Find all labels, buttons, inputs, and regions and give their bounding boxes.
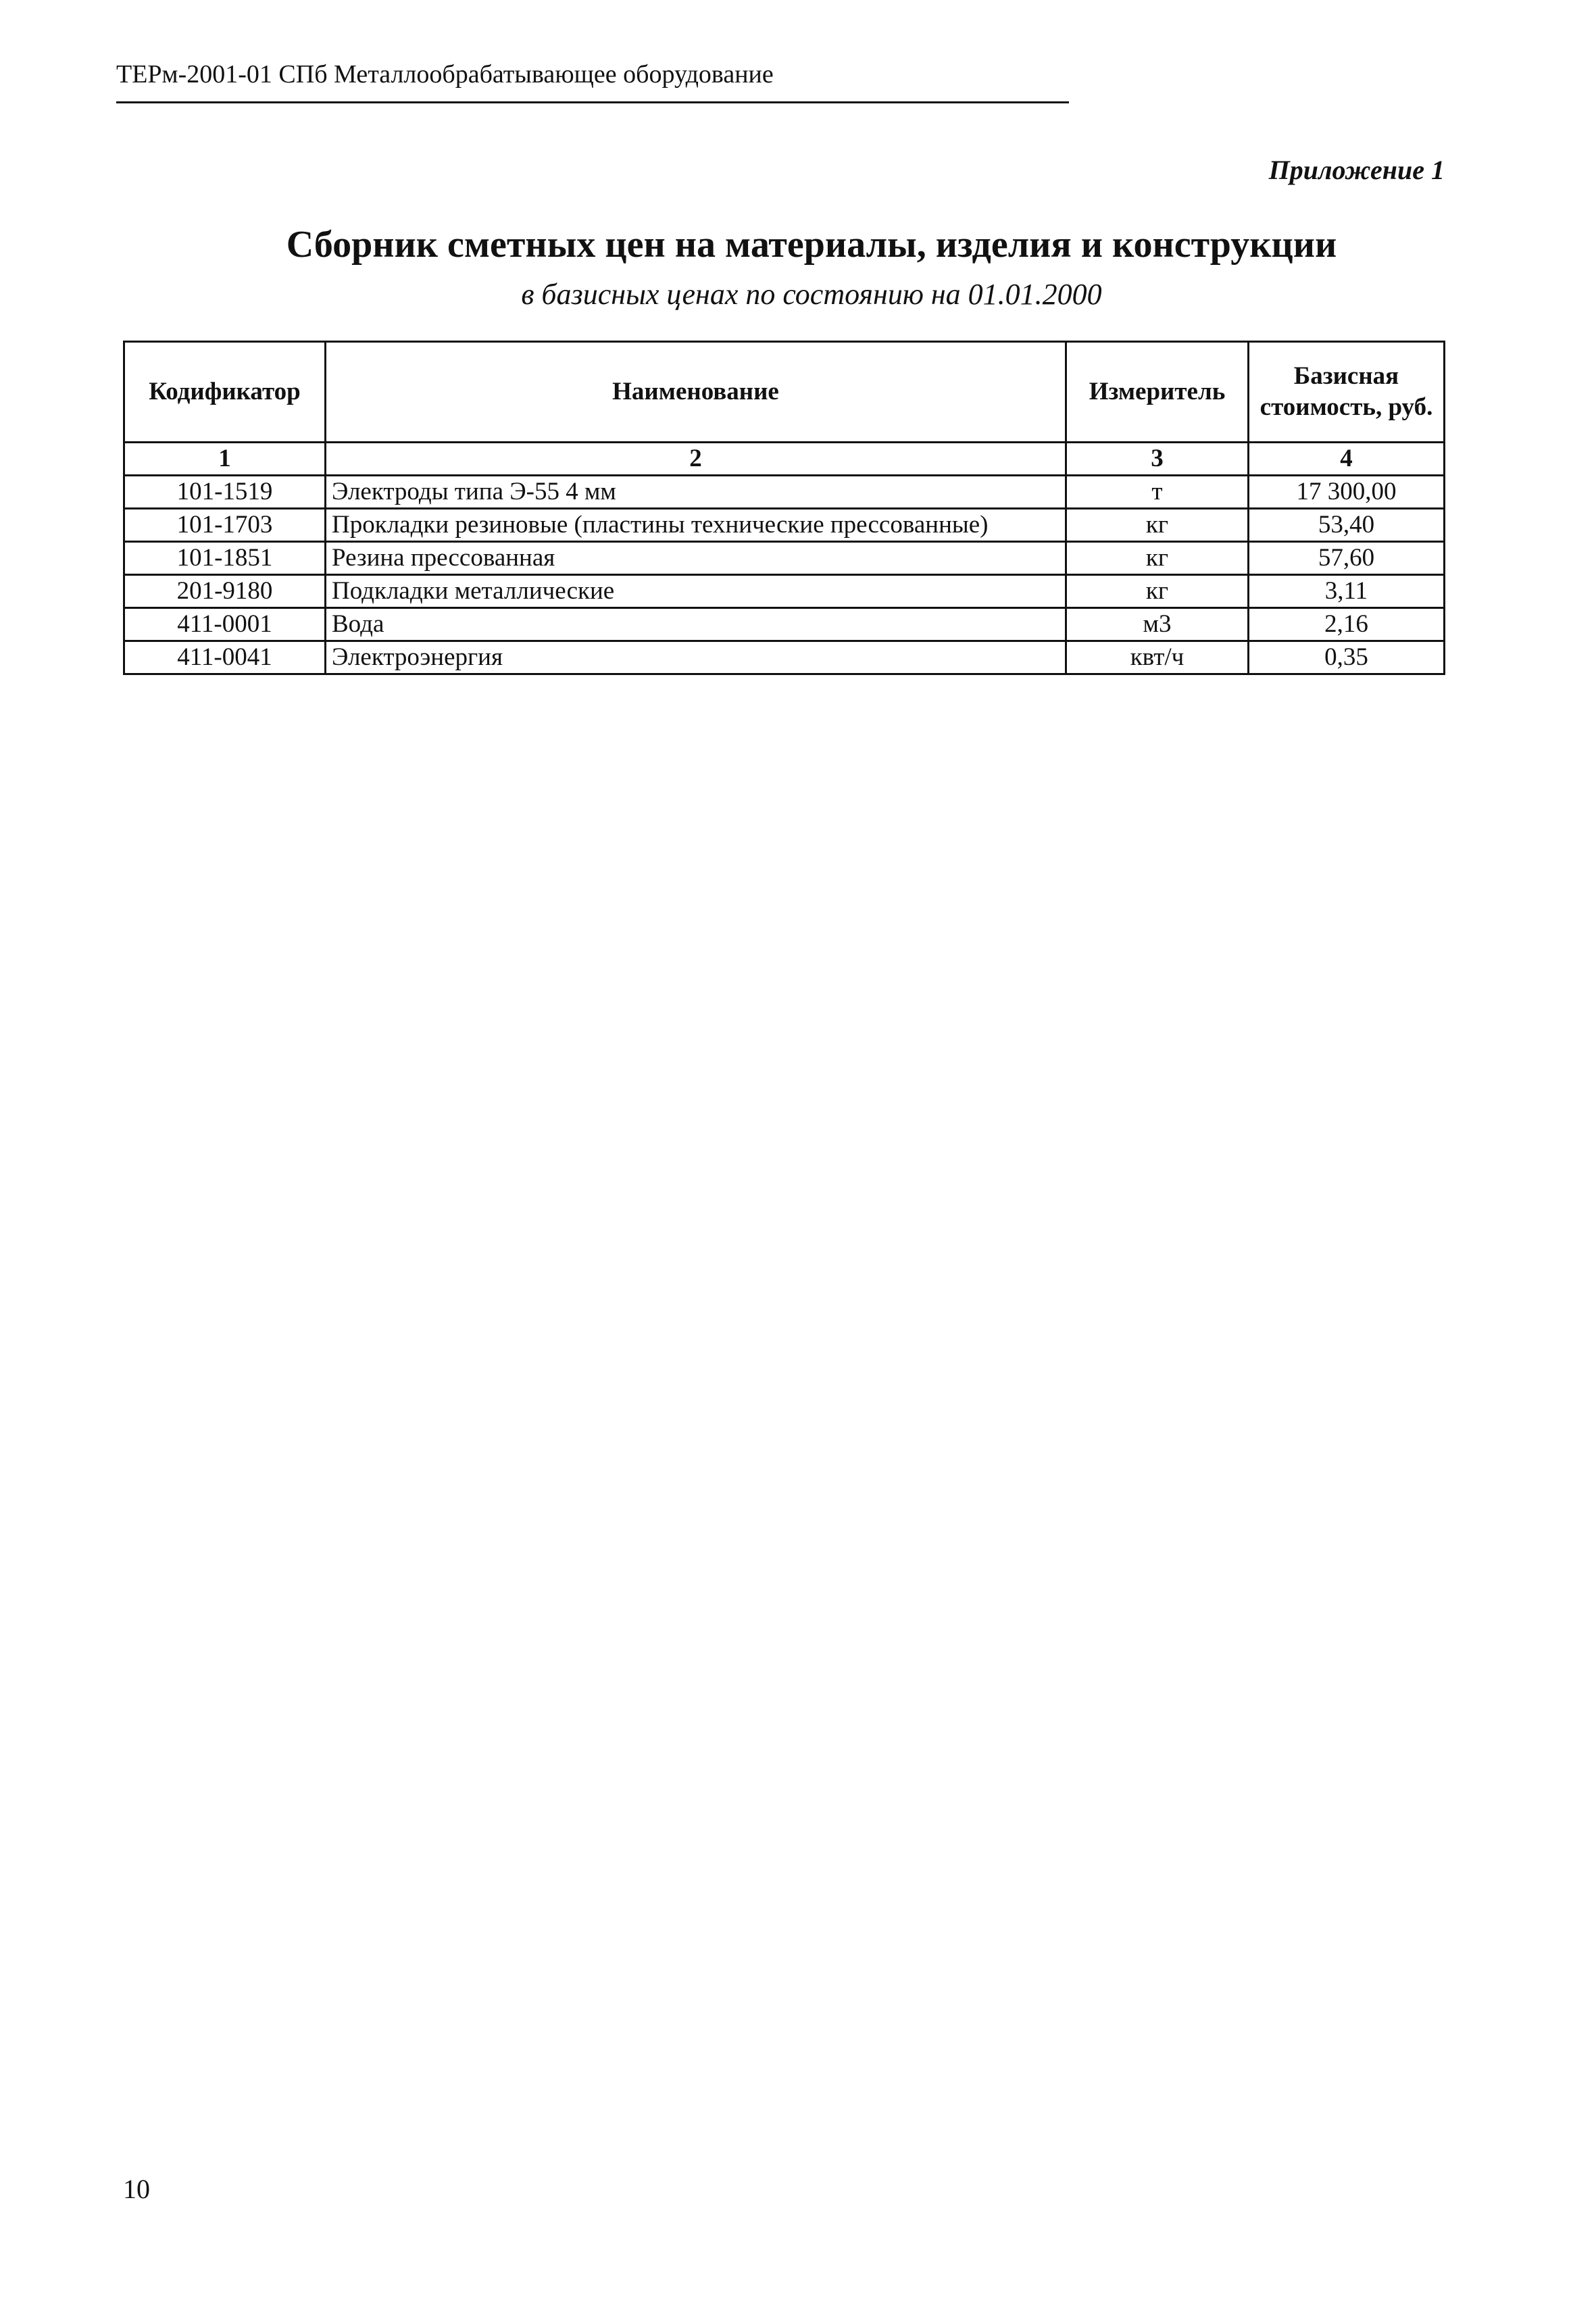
column-number: 3 bbox=[1066, 443, 1249, 476]
cell-name: Подкладки металлические bbox=[326, 575, 1066, 608]
cell-code: 101-1703 bbox=[124, 509, 326, 542]
cell-cost: 0,35 bbox=[1249, 641, 1445, 674]
appendix-label: Приложение 1 bbox=[1268, 155, 1445, 185]
table-row bbox=[124, 575, 1445, 608]
column-number: 4 bbox=[1249, 443, 1445, 476]
cell-cost: 3,11 bbox=[1249, 575, 1445, 608]
cell-unit: кг bbox=[1066, 575, 1249, 608]
cell-code: 411-0041 bbox=[124, 641, 326, 674]
cell-code: 411-0001 bbox=[124, 608, 326, 641]
cell-unit: кг bbox=[1066, 509, 1249, 542]
column-number: 2 bbox=[326, 443, 1066, 476]
column-number-row bbox=[124, 443, 1445, 476]
running-header: ТЕРм-2001-01 СПб Металлообрабатывающее оборудование bbox=[116, 60, 774, 89]
cell-code: 101-1851 bbox=[124, 542, 326, 575]
table-row bbox=[124, 509, 1445, 542]
price-table bbox=[123, 341, 1445, 675]
cell-name: Резина прессованная bbox=[326, 542, 1066, 575]
header-cost: Базисная стоимость, руб. bbox=[1249, 342, 1445, 443]
table-header-row bbox=[124, 342, 1445, 443]
header-code: Кодификатор bbox=[124, 342, 326, 443]
cell-cost: 17 300,00 bbox=[1249, 476, 1445, 509]
cell-unit: кг bbox=[1066, 542, 1249, 575]
cell-code: 201-9180 bbox=[124, 575, 326, 608]
table-row bbox=[124, 476, 1445, 509]
cell-name: Вода bbox=[326, 608, 1066, 641]
cell-unit: т bbox=[1066, 476, 1249, 509]
cell-unit: м3 bbox=[1066, 608, 1249, 641]
cell-cost: 53,40 bbox=[1249, 509, 1445, 542]
table-row bbox=[124, 542, 1445, 575]
header-divider bbox=[116, 101, 1069, 103]
page-number: 10 bbox=[123, 2174, 150, 2204]
cell-code: 101-1519 bbox=[124, 476, 326, 509]
cell-name: Прокладки резиновые (пластины технические прессованные) bbox=[326, 509, 1066, 542]
cell-cost: 2,16 bbox=[1249, 608, 1445, 641]
document-subtitle: в базисных ценах по состоянию на 01.01.2000 bbox=[521, 278, 1102, 311]
cell-name: Электроэнергия bbox=[326, 641, 1066, 674]
document-title: Сборник сметных цен на материалы, изделия и конструкции bbox=[286, 224, 1337, 266]
table-row bbox=[124, 608, 1445, 641]
table-row bbox=[124, 641, 1445, 674]
header-unit: Измеритель bbox=[1066, 342, 1249, 443]
cell-name: Электроды типа Э-55 4 мм bbox=[326, 476, 1066, 509]
header-name: Наименование bbox=[326, 342, 1066, 443]
cell-cost: 57,60 bbox=[1249, 542, 1445, 575]
column-number: 1 bbox=[124, 443, 326, 476]
cell-unit: квт/ч bbox=[1066, 641, 1249, 674]
